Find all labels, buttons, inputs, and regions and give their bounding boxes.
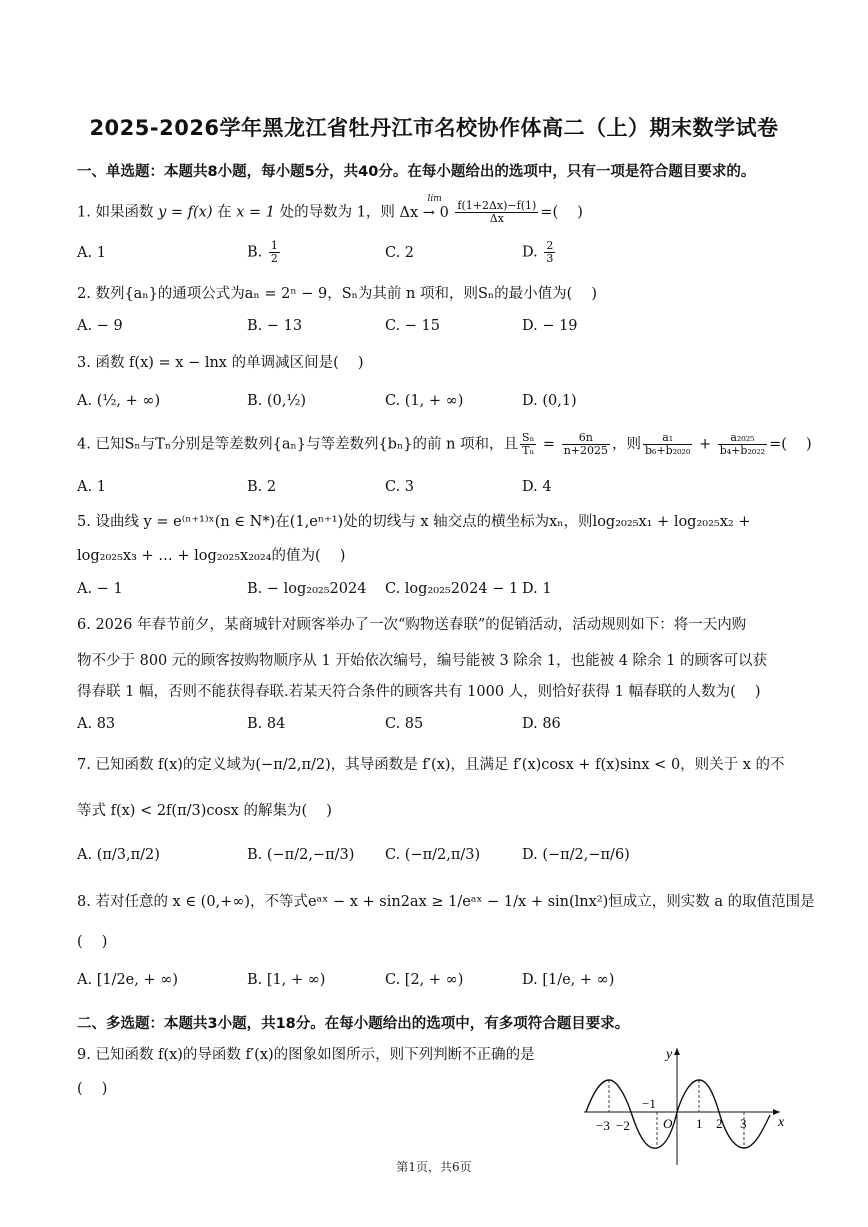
q6-option-b: B. 84 [247, 716, 286, 732]
q2-option-a: A. − 9 [77, 318, 123, 334]
q5-option-d: D. 1 [522, 581, 552, 597]
q1-option-d: D. $\frac{2}{3}$ [522, 239, 554, 265]
section-heading-multiple-choice: 二、多选题：本题共3小题，共18分。在每小题给出的选项中，有多项符合题目要求。 [77, 1016, 630, 1032]
q3-option-c: C. (1, + ∞) [385, 393, 464, 409]
question-6-line-1: 6. 2026 年春节前夕，某商城针对顾客举办了一次“购物送春联”的促销活动，活动规则如下：将一天内购 [77, 617, 747, 633]
question-9-line-2: ( ) [77, 1081, 108, 1097]
q5-option-c: C. log₂₀₂₅2024 − 1 [385, 581, 519, 597]
question-7-line-2: 等式 f(x) < 2f(π/3)cosx 的解集为( ) [77, 803, 332, 819]
q4-option-a: A. 1 [77, 479, 106, 495]
q5-option-a: A. − 1 [77, 581, 123, 597]
q2-option-d: D. − 19 [522, 318, 578, 334]
page-footer: 第1页，共6页 [396, 1160, 472, 1174]
q7-option-c: C. (−π/2,π/3) [385, 847, 481, 863]
q8-option-c: C. [2, + ∞) [385, 972, 464, 988]
question-5-line-2: log₂₀₂₅x₃ + … + log₂₀₂₅x₂₀₂₄的值为( ) [77, 548, 346, 564]
section-heading-single-choice: 一、单选题：本题共8小题，每小题5分，共40分。在每小题给出的选项中，只有一项是符合题目要求的。 [77, 164, 756, 180]
q6-option-c: C. 85 [385, 716, 424, 732]
question-9-line-1: 9. 已知函数 f(x)的导函数 f′(x)的图象如图所示，则下列判断不正确的是 [77, 1047, 535, 1063]
tick-label-1: 1 [696, 1116, 703, 1131]
tick-label-neg2: −2 [616, 1118, 630, 1133]
derivative-curve [586, 1080, 770, 1148]
tick-label-neg1: −1 [642, 1096, 656, 1111]
question-4: 4. 已知Sₙ与Tₙ分别是等差数列{aₙ}与等差数列{bₙ}的前 n 项和，且 $\frac{\text{Sₙ}}{\text{Tₙ}}$ = $\frac{6n}{n+2025}$ ，则 $\frac{\text{a₁}}{\text{b₆+b₂₀₂₀}}$ + $\frac{\text{a₂₀₂₅}}{\text{b₄+b₂₀₂₂}}$ =( ) [77, 431, 812, 457]
q8-option-a: A. [1/2e, + ∞) [77, 972, 178, 988]
q7-option-b: B. (−π/2,−π/3) [247, 847, 355, 863]
q1-option-b: B. $\frac{1}{2}$ [247, 239, 278, 265]
question-2: 2. 数列{aₙ}的通项公式为aₙ = 2ⁿ − 9，Sₙ为其前 n 项和，则Sₙ的最小值为( ) [77, 286, 598, 302]
question-6-line-3: 得春联 1 幅，否则不能获得春联.若某天符合条件的顾客共有 1000 人，则恰好获得 1 幅春联的人数为( ) [77, 684, 761, 700]
tick-label-3: 3 [740, 1116, 747, 1131]
origin-label: O [663, 1116, 673, 1131]
question-1: 1. 如果函数 y = f(x) 在 x = 1 处的导数为 1，则 lim Δx → 0 $\frac{f(1+2\Delta x)-f(1)}{\Delta x}$ =( ) [77, 193, 583, 225]
q4-option-b: B. 2 [247, 479, 277, 495]
q3-option-a: A. (½, + ∞) [77, 393, 161, 409]
tick-label-neg3: −3 [596, 1118, 610, 1133]
q1-option-c: C. 2 [385, 245, 415, 261]
q6-option-a: A. 83 [77, 716, 116, 732]
page-title: 2025-2026学年黑龙江省牡丹江市名校协作体高二（上）期末数学试卷 [89, 116, 779, 140]
derivative-graph [580, 1040, 790, 1170]
q3-option-b: B. (0,½) [247, 393, 307, 409]
question-3: 3. 函数 f(x) = x − lnx 的单调减区间是( ) [77, 355, 364, 371]
q4-option-c: C. 3 [385, 479, 415, 495]
q1-option-a: A. 1 [77, 245, 106, 261]
q2-option-b: B. − 13 [247, 318, 303, 334]
question-6-line-2: 物不少于 800 元的顾客按购物顺序从 1 开始依次编号，编号能被 3 除余 1，也能被 4 除余 1 的顾客可以获 [77, 653, 767, 669]
question-5-line-1: 5. 设曲线 y = e⁽ⁿ⁺¹⁾ˣ(n ∈ N*)在(1,eⁿ⁺¹)处的切线与 x 轴交点的横坐标为xₙ，则log₂₀₂₅x₁ + log₂₀₂₅x₂ + [77, 514, 751, 530]
q2-option-c: C. − 15 [385, 318, 441, 334]
tick-label-2: 2 [716, 1116, 723, 1131]
q7-option-a: A. (π/3,π/2) [77, 847, 160, 863]
limit-expression: lim Δx → 0 [399, 193, 449, 221]
q3-option-d: D. (0,1) [522, 393, 577, 409]
y-axis-label: y [666, 1047, 673, 1062]
q6-option-d: D. 86 [522, 716, 561, 732]
q4-option-d: D. 4 [522, 479, 552, 495]
q8-option-d: D. [1/e, + ∞) [522, 972, 615, 988]
question-7-line-1: 7. 已知函数 f(x)的定义域为(−π/2,π/2)，其导函数是 f′(x)，且满足 f′(x)cosx + f(x)sinx < 0，则关于 x 的不 [77, 757, 785, 773]
x-axis-label: x [778, 1115, 785, 1130]
q5-option-b: B. − log₂₀₂₅2024 [247, 581, 367, 597]
q7-option-d: D. (−π/2,−π/6) [522, 847, 630, 863]
q8-option-b: B. [1, + ∞) [247, 972, 326, 988]
question-8-line-1: 8. 若对任意的 x ∈ (0,+∞)，不等式eᵃˣ − x + sin2ax ≥ 1/eᵃˣ − 1/x + sin(lnx²)恒成立，则实数 a 的取值范围是 [77, 894, 815, 910]
question-8-line-2: ( ) [77, 934, 108, 950]
fraction: $\frac{f(1+2\Delta x)-f(1)}{\Delta x}$ [457, 199, 537, 225]
y-axis-arrow [674, 1048, 680, 1055]
